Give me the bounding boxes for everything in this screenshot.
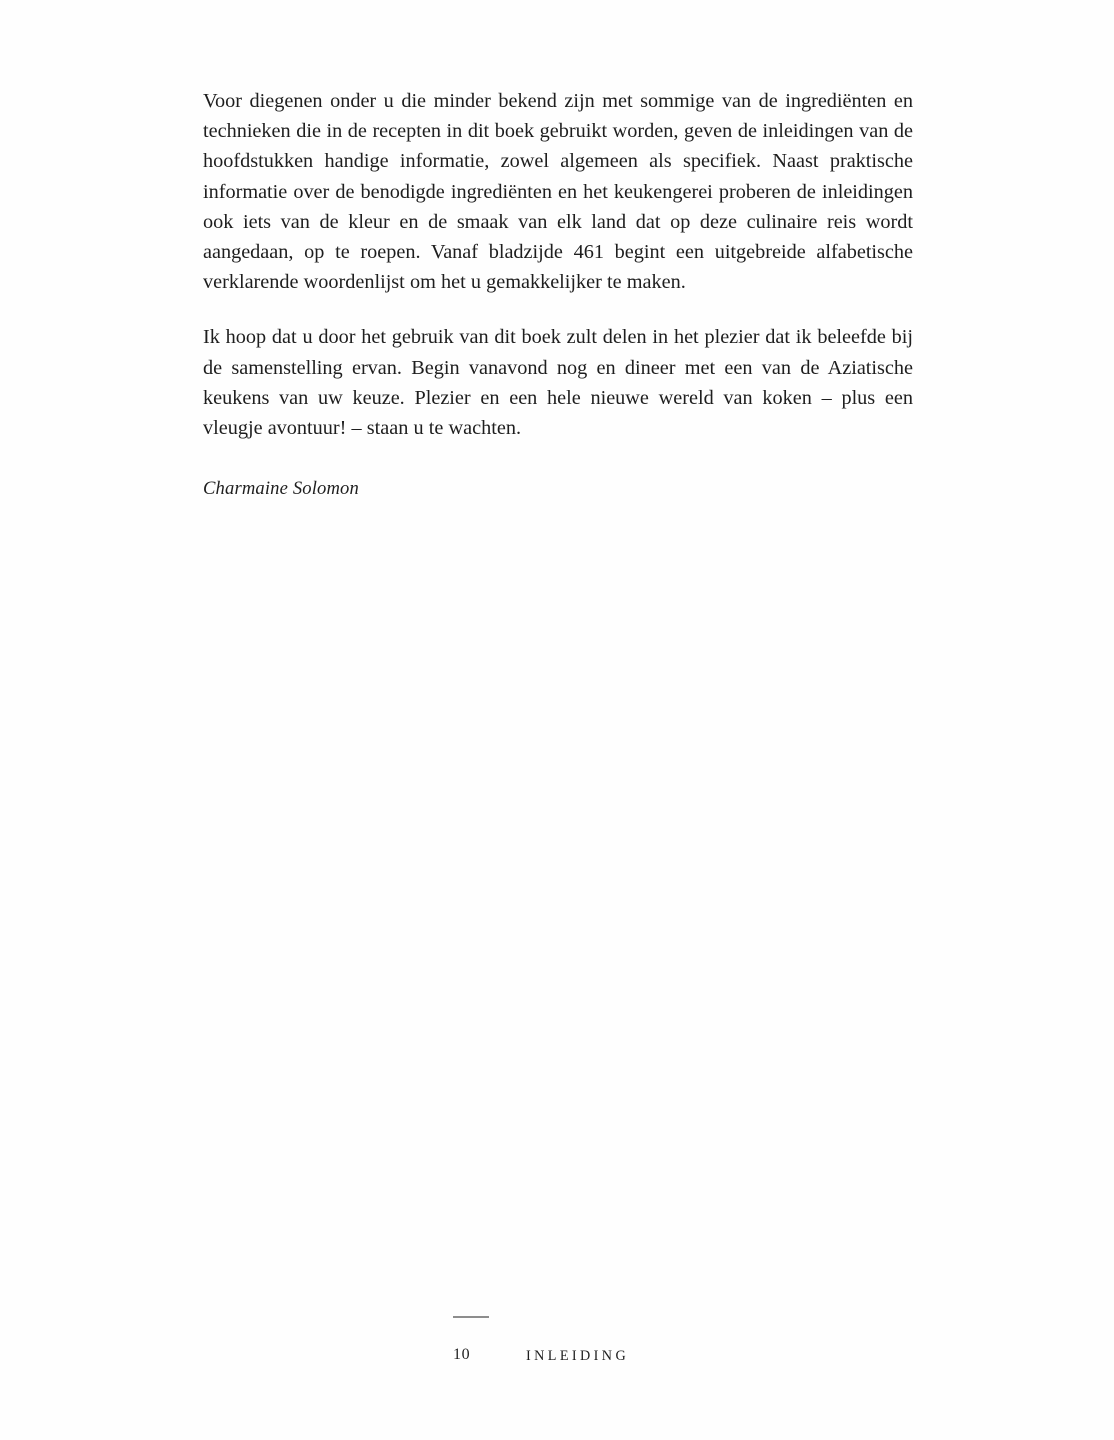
footer-line	[453, 1344, 853, 1368]
body-paragraph-2: Ik hoop dat u door het gebruik van dit boek zult delen in het plezier dat ik beleefde bij de samenstelling ervan. Begin vanavond nog en dineer met een van de Aziatische keukens van uw keuze. Plezier en een hele nieuwe wereld van koken – plus een vleugje avontuur! – staan u te wachten.	[203, 326, 913, 440]
body-paragraph-1: Voor diegenen onder u die minder bekend zijn met sommige van de ingrediënten en technieken die in de recepten in dit boek gebruikt worden, geven de inleidingen van de hoofdstukken handige informatie, zowel algemeen als specifiek. Naast praktische informatie over de benodigde ingrediënten en het keukengerei proberen de inleidingen ook iets van de kleur en de smaak van elk land dat op deze culinaire reis wordt aangedaan, op te roepen. Vanaf bladzijde 461 begint een uitgebreide alfabetische verklarende woordenlijst om het u gemakkelijker te maken.	[203, 90, 913, 294]
page-footer	[0, 1316, 1114, 1386]
page-number: 10	[453, 1346, 471, 1363]
footer-section-title: INLEIDING	[526, 1348, 630, 1364]
footer-divider-rule	[453, 1316, 489, 1318]
signature-block	[203, 476, 913, 502]
author-signature: Charmaine Solomon	[203, 478, 359, 499]
body-text-column	[203, 86, 913, 443]
